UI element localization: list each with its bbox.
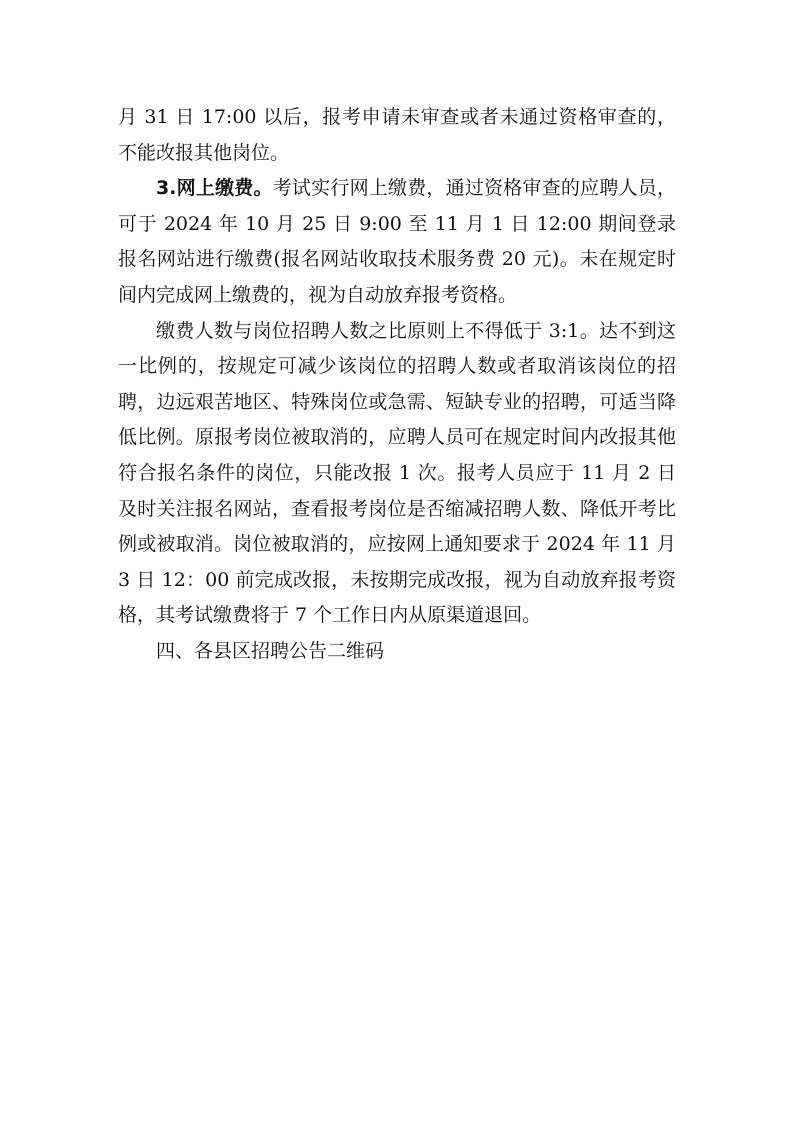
paragraph-body-text: 考试实行网上缴费，通过资格审查的应聘人员，可于 2024 年 10 月 25 日 9:00 至 11 月 1 日 12:00 期间登录报名网站进行缴费(报名网站收取技术服务费 20 元)。未在规定时间内完成网上缴费的，视为自动放弃报考资格。	[118, 177, 676, 306]
paragraph-lead-title: 3.网上缴费。	[156, 177, 273, 200]
paragraph-continuation: 月 31 日 17:00 以后，报考申请未审查或者未通过资格审查的，不能改报其他岗位。	[118, 106, 676, 164]
document-body	[118, 100, 676, 670]
paragraph-ratio-rules: 缴费人数与岗位招聘人数之比原则上不得低于 3:1。达不到这一比例的，按规定可减少该岗位的招聘人数或者取消该岗位的招聘，边远艰苦地区、特殊岗位或急需、短缺专业的招聘，可适当降低比例。原报考岗位被取消的，应聘人员可在规定时间内改报其他符合报名条件的岗位，只能改报 1 次。报考人员应于 11 月 2 日及时关注报名网站，查看报考岗位是否缩减招聘人数、降低开考比例或被取消。岗位被取消的，应按网上通知要求于 2024 年 11 月 3 日 12：00 前完成改报，未按期完成改报，视为自动放弃报考资格，其考试缴费将于 7 个工作日内从原渠道退回。	[118, 319, 676, 627]
paragraph-online-payment	[118, 171, 676, 313]
section-heading: 四、各县区招聘公告二维码	[156, 639, 385, 662]
